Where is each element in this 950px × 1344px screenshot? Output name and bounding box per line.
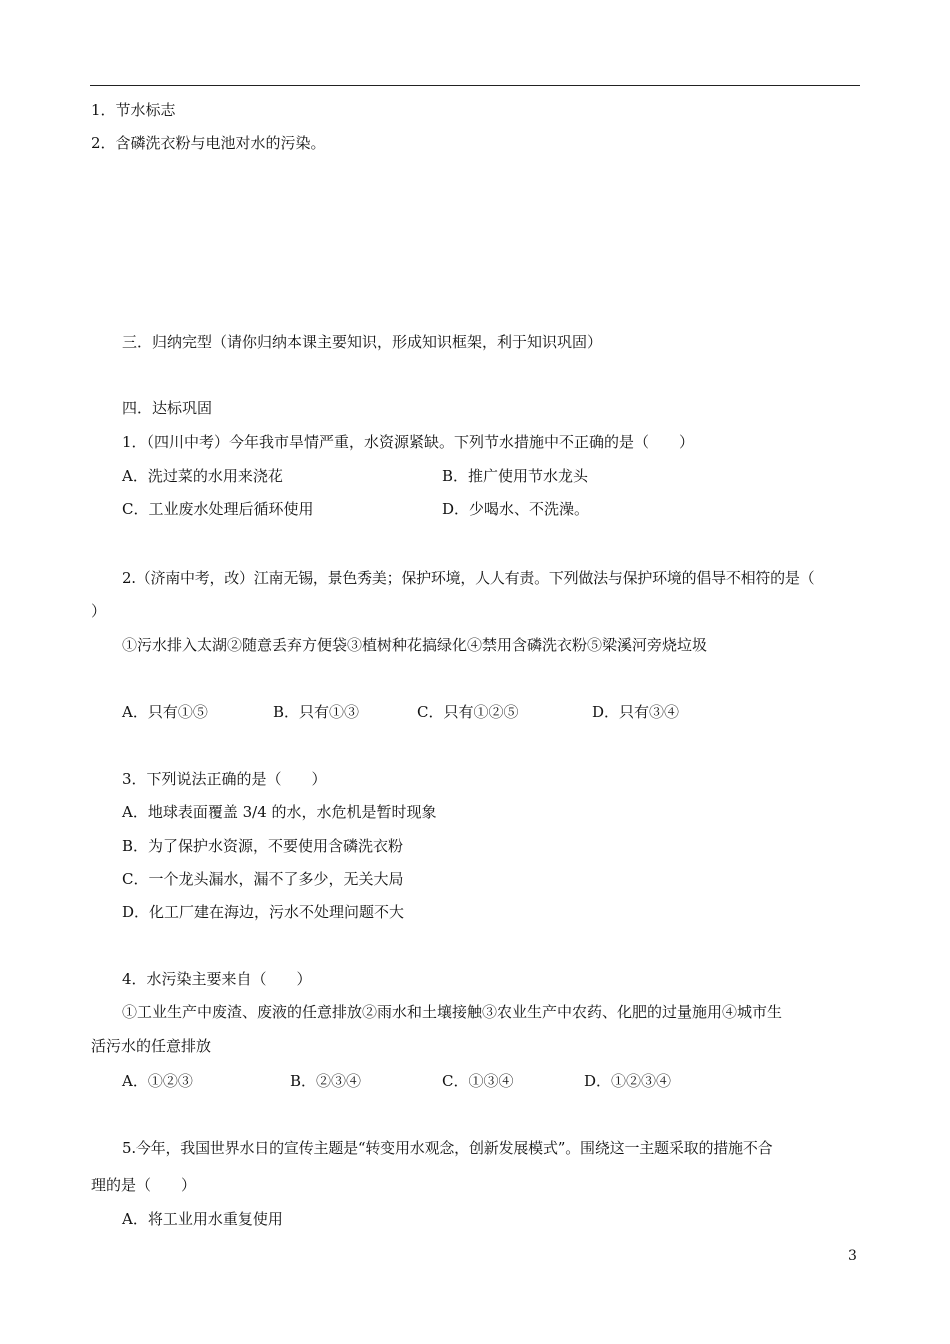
q3-option-c: C．一个龙头漏水，漏不了多少，无关大局 — [122, 870, 404, 888]
q1-option-c: C．工业废水处理后循环使用 — [122, 500, 314, 518]
q1-option-b: B．推广使用节水龙头 — [442, 467, 589, 485]
q4-option-c: C．①③④ — [442, 1072, 514, 1090]
q1-stem: 1．（四川中考）今年我市旱情严重，水资源紧缺。下列节水措施中不正确的是（ ） — [122, 433, 695, 451]
q2-option-c: C．只有①②⑤ — [417, 703, 519, 721]
q4-stem: 4．水污染主要来自（ ） — [122, 970, 312, 988]
q5-stem-line1: 5.今年，我国世界水日的宣传主题是“转变用水观念，创新发展模式”。围绕这一主题采取的措施不合 — [122, 1139, 773, 1157]
q3-stem: 3．下列说法正确的是（ ） — [122, 770, 327, 788]
q4-items-line2: 活污水的任意排放 — [91, 1037, 212, 1055]
q5-stem-line2: 理的是（ ） — [91, 1176, 197, 1194]
q1-option-a: A．洗过菜的水用来浇花 — [122, 467, 283, 485]
q2-option-b: B．只有①③ — [273, 703, 360, 721]
q4-option-d: D．①②③④ — [584, 1072, 672, 1090]
section-4-heading: 四．达标巩固 — [122, 399, 213, 417]
header-rule — [90, 85, 860, 86]
list-item-water-saving-logo: 1．节水标志 — [91, 101, 176, 119]
q2-option-d: D．只有③④ — [592, 703, 680, 721]
page-number: 3 — [848, 1248, 857, 1264]
q4-option-b: B．②③④ — [290, 1072, 362, 1090]
q4-items-line1: ①工业生产中废渣、废液的任意排放②雨水和土壤接触③农业生产中农药、化肥的过量施用④城市生 — [122, 1003, 783, 1021]
list-item-phosphorus-pollution: 2．含磷洗衣粉与电池对水的污染。 — [91, 134, 326, 152]
q3-option-d: D．化工厂建在海边，污水不处理问题不大 — [122, 903, 405, 921]
q2-stem-line2: ） — [91, 602, 107, 620]
q1-option-d: D．少喝水、不洗澡。 — [442, 500, 590, 518]
q2-option-a: A．只有①⑤ — [122, 703, 208, 721]
q4-option-a: A．①②③ — [122, 1072, 193, 1090]
q2-stem-line1: 2.（济南中考，改）江南无锡，景色秀美；保护环境，人人有责。下列做法与保护环境的倡导不相符的是（ — [122, 569, 815, 587]
q3-option-a: A．地球表面覆盖 3/4 的水，水危机是暂时现象 — [122, 803, 437, 821]
q5-option-a: A．将工业用水重复使用 — [122, 1210, 283, 1228]
q2-items: ①污水排入太湖②随意丢弃方便袋③植树种花搞绿化④禁用含磷洗衣粉⑤梁溪河旁烧垃圾 — [122, 636, 708, 654]
q3-option-b: B．为了保护水资源，不要使用含磷洗衣粉 — [122, 837, 404, 855]
section-3-heading: 三．归纳完型（请你归纳本课主要知识，形成知识框架，利于知识巩固） — [122, 333, 603, 351]
